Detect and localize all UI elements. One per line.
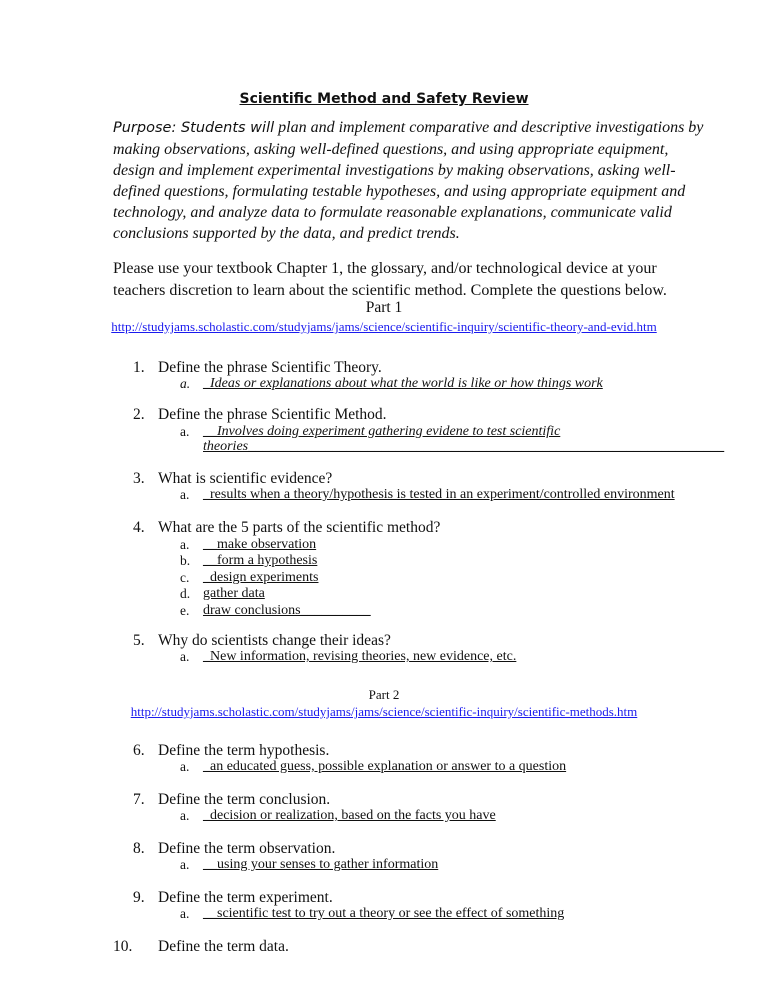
answer-letter: b. <box>180 553 191 568</box>
answer-letter: a. <box>180 376 191 391</box>
part2-link[interactable]: http://studyjams.scholastic.com/studyjams/jams/science/scientific-inquiry/scientific-methods.htm <box>130 704 638 719</box>
question-text: Define the term conclusion. <box>158 791 331 808</box>
answer-text: _results when a theory/hypothesis is tested in an experiment/controlled environment <box>203 487 675 502</box>
part2-heading: Part 2 <box>368 687 400 702</box>
question-text: What is scientific evidence? <box>158 470 333 487</box>
answer-letter: a. <box>180 759 190 774</box>
answer-text: gather data <box>203 586 265 601</box>
answer-text: _decision or realization, based on the facts you have <box>203 808 496 823</box>
answer-text: _an educated guess, possible explanation or answer to a question <box>203 759 567 774</box>
question-text: What are the 5 parts of the scientific method? <box>158 519 441 536</box>
part1-heading: Part 1 <box>365 299 403 316</box>
question-number: 2. <box>133 406 145 423</box>
answer-letter: a. <box>180 537 190 552</box>
answer-letter: e. <box>180 603 190 618</box>
answer-letter: a. <box>180 649 190 664</box>
part1-link[interactable]: http://studyjams.scholastic.com/studyjams/jams/science/scientific-inquiry/scientific-theory-and-evid.htm <box>111 319 657 334</box>
answer-text: __using your senses to gather information <box>203 857 439 872</box>
answer-letter: a. <box>180 424 190 439</box>
answer-letter: a. <box>180 857 190 872</box>
answer-text: _New information, revising theories, new evidence, etc. <box>203 649 517 664</box>
purpose-text: plan and implement comparative and descriptive investigations by making observations, asking well-defined questions, and using appropriate equipment, design and implement experimental investigations by making observations, asking well-defined questions, formulating testable hypotheses, and using appropriate equipment and technology, and analyze data to formulate reasonable explanations, communicate valid conclusions supported by the data, and predict trends. <box>113 119 704 242</box>
instructions-paragraph: Please use your textbook Chapter 1, the glossary, and/or technological device at your teachers discretion to learn about the scientific method. Complete the questions below. <box>113 260 667 299</box>
answer-letter: a. <box>180 487 190 502</box>
question-text: Define the term observation. <box>158 840 336 857</box>
document-title: Scientific Method and Safety Review <box>239 91 529 107</box>
answer-text: __scientific test to try out a theory or see the effect of something <box>203 906 565 921</box>
question-text: Define the phrase Scientific Theory. <box>158 359 382 376</box>
answer-text: __form a hypothesis <box>203 553 318 568</box>
answer-text-continued: theories____________________________________________________________________ <box>203 439 725 454</box>
question-text: Define the term experiment. <box>158 889 333 906</box>
question-number: 6. <box>133 742 145 759</box>
question-number: 3. <box>133 470 145 487</box>
question-number: 10. <box>113 938 133 955</box>
answer-text: draw conclusions__________ <box>203 603 371 618</box>
answer-text: _Ideas or explanations about what the world is like or how things work <box>203 376 603 391</box>
question-text: Why do scientists change their ideas? <box>158 632 391 649</box>
answer-letter: a. <box>180 808 190 823</box>
purpose-paragraph <box>113 117 713 244</box>
question-number: 7. <box>133 791 145 808</box>
answer-letter: a. <box>180 906 190 921</box>
question-number: 4. <box>133 519 145 536</box>
question-text: Define the term data. <box>158 938 289 955</box>
answer-text: __make observation <box>203 537 317 552</box>
answer-letter: d. <box>180 586 191 601</box>
question-number: 5. <box>133 632 145 649</box>
purpose-label: Purpose: Students will <box>113 120 275 136</box>
question-text: Define the term hypothesis. <box>158 742 330 759</box>
answer-text: _design experiments <box>203 570 319 585</box>
question-text: Define the phrase Scientific Method. <box>158 406 387 423</box>
question-number: 8. <box>133 840 145 857</box>
question-number: 9. <box>133 889 145 906</box>
answer-text: __Involves doing experiment gathering evidene to test scientific <box>203 424 561 439</box>
question-number: 1. <box>133 359 145 376</box>
answer-letter: c. <box>180 570 190 585</box>
